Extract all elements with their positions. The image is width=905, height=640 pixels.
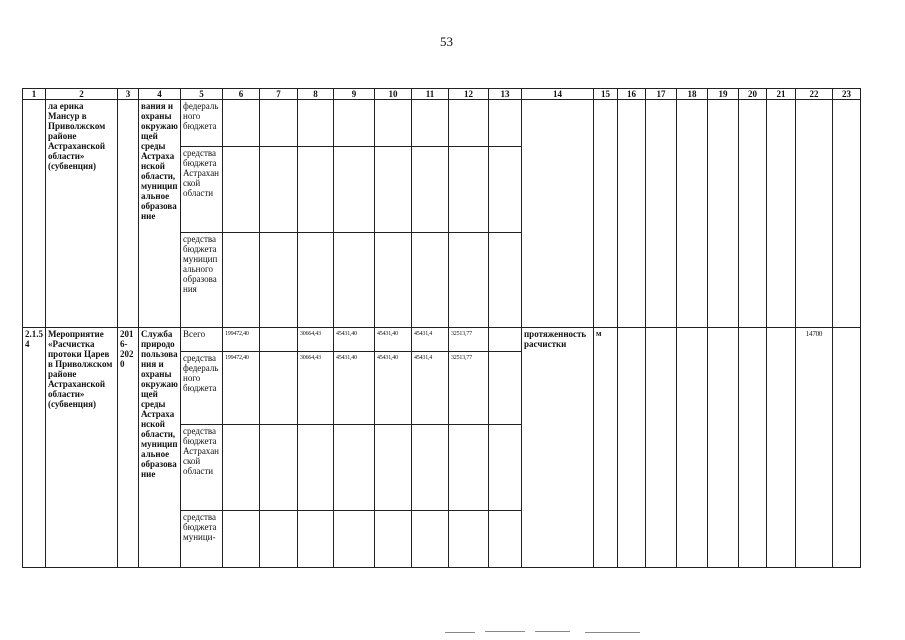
value-cell: 32513,77 (449, 352, 489, 425)
cell (223, 511, 260, 568)
cell (489, 328, 522, 352)
cell (767, 100, 796, 328)
table-row (23, 328, 861, 352)
cell (489, 233, 522, 328)
cell (449, 100, 489, 147)
cell (298, 511, 334, 568)
cell (375, 511, 412, 568)
cell (677, 328, 708, 568)
cell (833, 328, 861, 568)
col-header: 8 (298, 89, 334, 100)
col-header: 9 (334, 89, 375, 100)
cell (260, 147, 298, 233)
cell (449, 425, 489, 511)
col-header: 11 (412, 89, 449, 100)
col-header: 16 (618, 89, 646, 100)
cell (489, 425, 522, 511)
value-cell: 45431,40 (375, 352, 412, 425)
scan-artifact-line (585, 632, 640, 633)
scan-artifact-line (445, 632, 475, 633)
cell (223, 233, 260, 328)
continued-title (23, 100, 46, 328)
cell (334, 511, 375, 568)
cell (412, 100, 449, 147)
cell (223, 425, 260, 511)
entry-target-value: 14700 (796, 328, 833, 568)
col-header: 14 (522, 89, 594, 100)
table-row (23, 100, 861, 147)
cell (260, 352, 298, 425)
cell (739, 100, 767, 328)
cell (618, 100, 646, 328)
entry-source: средства бюджета муници- (181, 511, 223, 568)
cell (334, 425, 375, 511)
cell (708, 100, 739, 328)
col-header: 5 (181, 89, 223, 100)
col-header: 21 (767, 89, 796, 100)
col-header: 13 (489, 89, 522, 100)
program-table (22, 88, 861, 568)
value-cell: 30664,43 (298, 328, 334, 352)
value-cell: 30664,43 (298, 352, 334, 425)
col-header: 3 (118, 89, 139, 100)
entry-executor: Служба природопользования и охраны окружающей среды Астраханской области, муниципальное образование (139, 328, 181, 568)
cell (375, 100, 412, 147)
col-header: 19 (708, 89, 739, 100)
entry-code: 2.1.54 (23, 328, 46, 568)
col-header: 23 (833, 89, 861, 100)
cell (489, 352, 522, 425)
col-header: 17 (646, 89, 677, 100)
value-cell: 45431,40 (375, 328, 412, 352)
cell (646, 100, 677, 328)
continued-source: федерального бюджета (181, 100, 223, 147)
col-header: 18 (677, 89, 708, 100)
col-header: 22 (796, 89, 833, 100)
value-cell: 199472,40 (223, 352, 260, 425)
col-header: 20 (739, 89, 767, 100)
cell (260, 511, 298, 568)
value-cell: 199472,40 (223, 328, 260, 352)
cell (489, 147, 522, 233)
col-header: 1 (23, 89, 46, 100)
continued-title-full: ла ерика Мансур в Приволжском районе Астраханской области» (субвенция) (46, 100, 118, 328)
col-header: 4 (139, 89, 181, 100)
cell (489, 100, 522, 147)
cell (260, 100, 298, 147)
continued-source: средства бюджета Астраханской области (181, 147, 223, 233)
cell (489, 511, 522, 568)
entry-unit: м (594, 328, 618, 568)
value-cell: 32513,77 (449, 328, 489, 352)
value-cell: 45431,40 (334, 352, 375, 425)
entry-source: средства федерального бюджета (181, 352, 223, 425)
entry-source: средства бюджета Астраханской области (181, 425, 223, 511)
cell (796, 100, 833, 328)
cell (449, 511, 489, 568)
cell (375, 233, 412, 328)
cell (739, 328, 767, 568)
continued-executor: вания и охраны окружающей среды Астраханской области, муниципальное образование (139, 100, 181, 328)
cell (412, 233, 449, 328)
col-header: 12 (449, 89, 489, 100)
col-header: 15 (594, 89, 618, 100)
cell (412, 511, 449, 568)
cell (375, 425, 412, 511)
cell (298, 233, 334, 328)
cell (522, 100, 594, 328)
cell (594, 100, 618, 328)
cell (298, 100, 334, 147)
continued-source: средства бюджета муниципального образования (181, 233, 223, 328)
cell (260, 425, 298, 511)
entry-period: 2016-2020 (118, 328, 139, 568)
cell (412, 425, 449, 511)
cell (223, 100, 260, 147)
cell (618, 328, 646, 568)
column-numbers-row (23, 89, 861, 100)
scan-artifact-line (485, 631, 525, 632)
entry-source: Всего (181, 328, 223, 352)
cell (677, 100, 708, 328)
cell (298, 425, 334, 511)
value-cell: 45431,4 (412, 352, 449, 425)
entry-title: Мероприятие «Расчистка протоки Царев в Приволжском районе Астраханской области» (субвенция) (46, 328, 118, 568)
cell (708, 328, 739, 568)
cell (298, 147, 334, 233)
col-header: 10 (375, 89, 412, 100)
col-header: 7 (260, 89, 298, 100)
cell (646, 328, 677, 568)
page-number: 53 (440, 34, 453, 49)
value-cell: 45431,4 (412, 328, 449, 352)
cell (334, 147, 375, 233)
scan-artifact-line (535, 631, 570, 632)
cell (260, 233, 298, 328)
cell (334, 100, 375, 147)
cell (334, 233, 375, 328)
col-header: 6 (223, 89, 260, 100)
cell (833, 100, 861, 328)
col-header: 2 (46, 89, 118, 100)
cell (767, 328, 796, 568)
value-cell: 45431,40 (334, 328, 375, 352)
cell (223, 147, 260, 233)
cell (260, 328, 298, 352)
cell (412, 147, 449, 233)
cell (449, 147, 489, 233)
entry-indicator: протяженность расчистки (522, 328, 594, 568)
cell (449, 233, 489, 328)
cell (118, 100, 139, 328)
cell (375, 147, 412, 233)
